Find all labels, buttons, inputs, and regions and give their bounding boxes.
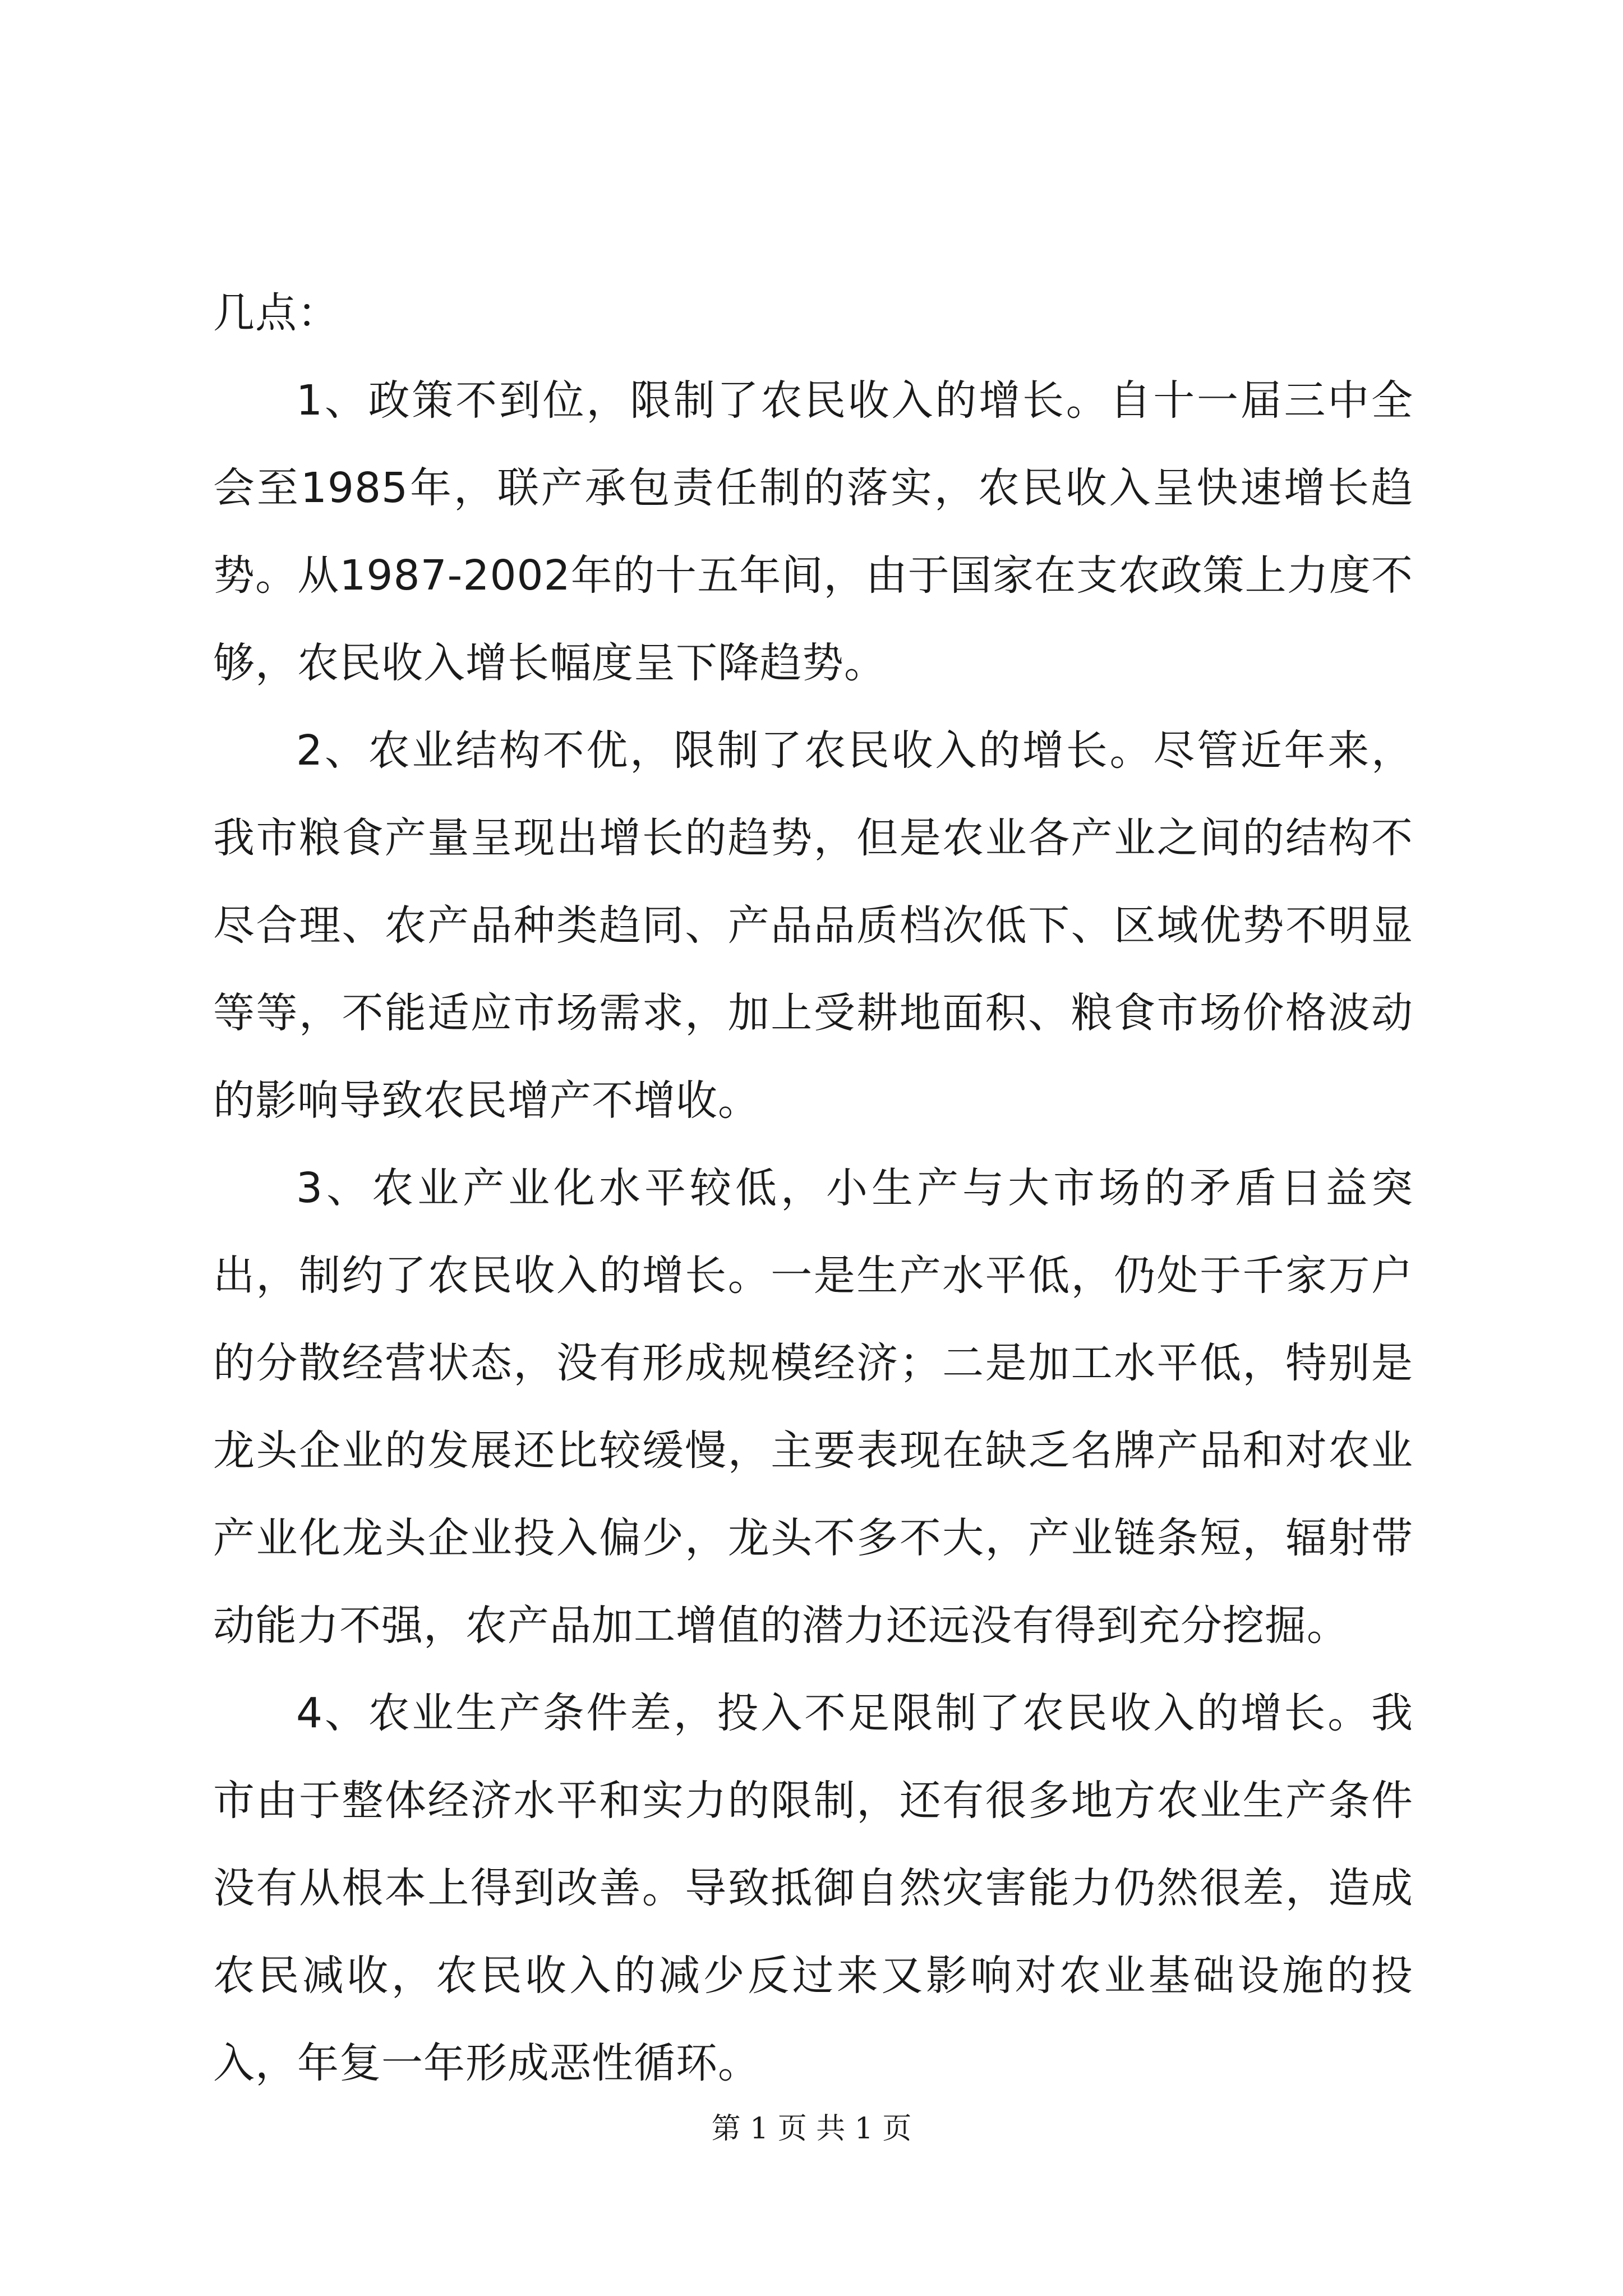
paragraph-4: 4、农业生产条件差，投入不足限制了农民收入的增长。我市由于整体经济水平和实力的限制，还有很多地方农业生产条件没有从根本上得到改善。导致抵御自然灾害能力仍然很差，造成农民减收，农民收入的减少反过来又影响对农业基础设施的投入，年复一年形成恶性循环。 xyxy=(213,1689,1413,2087)
page-footer: 第 1 页 共 1 页 xyxy=(711,2112,912,2146)
paragraph-1: 1、政策不到位，限制了农民收入的增长。自十一届三中全会至1985年，联产承包责任制的落实，农民收入呈快速增长趋势。从1987-2002年的十五年间，由于国家在支农政策上力度不够，农民收入增长幅度呈下降趋势。 xyxy=(213,376,1413,687)
paragraph-2: 2、农业结构不优，限制了农民收入的增长。尽管近年来，我市粮食产量呈现出增长的趋势，但是农业各产业之间的结构不尽合理、农产品种类趋同、产品品质档次低下、区域优势不明显等等，不能适应市场需求，加上受耕地面积、粮食市场价格波动的影响导致农民增产不增收。 xyxy=(213,726,1413,1125)
intro-line: 几点： xyxy=(213,289,339,337)
paragraph-3: 3、农业产业化水平较低，小生产与大市场的矛盾日益突出，制约了农民收入的增长。一是生产水平低，仍处于千家万户的分散经营状态，没有形成规模经济；二是加工水平低，特别是龙头企业的发展还比较缓慢，主要表现在缺乏名牌产品和对农业产业化龙头企业投入偏少，龙头不多不大，产业链条短，辐射带动能力不强，农产品加工增值的潜力还远没有得到充分挖掘。 xyxy=(213,1164,1413,1650)
document-body xyxy=(213,269,1413,2107)
